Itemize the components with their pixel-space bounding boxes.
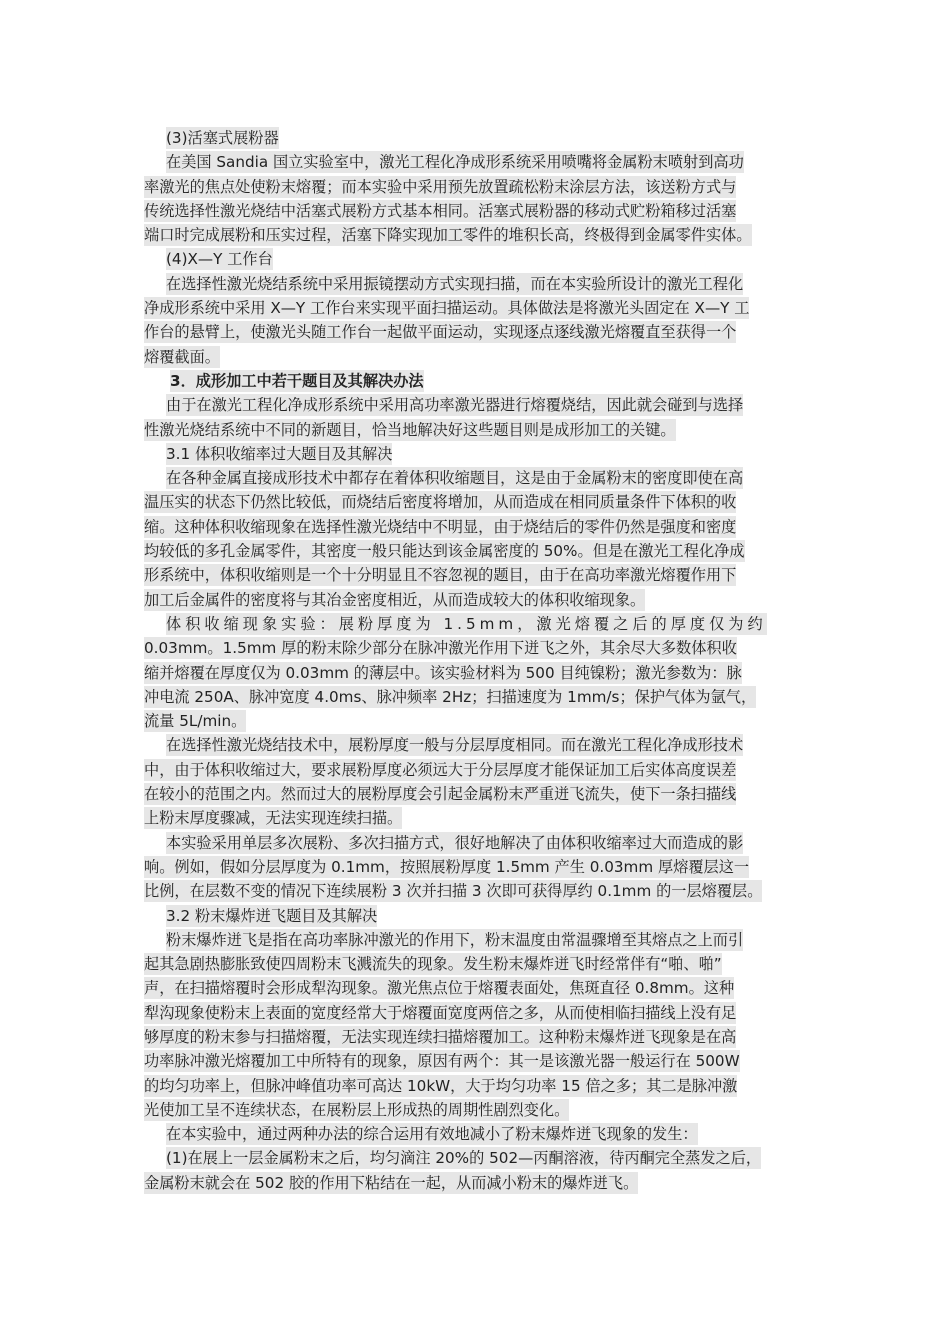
paragraph-line: 净成形系统中采用 X—Y 工作台来实现平面扫描运动。具体做法是将激光头固定在 X—Y 工 xyxy=(144,299,750,318)
subheading-3-1: 3.1 体积收缩率过大题目及其解决 xyxy=(166,444,393,463)
paragraph-line: 在美国 Sandia 国立实验室中，激光工程化净成形系统采用喷嘴将金属粉末喷射到高功 xyxy=(166,153,744,172)
paragraph-line: 熔覆截面。 xyxy=(144,347,220,366)
paragraph-line: 声，在扫描熔覆时会形成犁沟现象。激光焦点位于熔覆表面处，焦斑直径 0.8mm。这种 xyxy=(144,979,735,998)
paragraph-line: 上粉末厚度骤减，无法实现连续扫描。 xyxy=(144,809,403,828)
paragraph-line: 率激光的焦点处使粉末熔覆；而本实验中采用预先放置疏松粉末涂层方法，该送粉方式与 xyxy=(144,177,737,196)
subheading-3-2: 3.2 粉末爆炸迸飞题目及其解决 xyxy=(166,906,378,925)
paragraph-line: 作台的悬臂上，使激光头随工作台一起做平面运动，实现逐点逐线激光熔覆直至获得一个 xyxy=(144,323,737,342)
paragraph-line: 金属粉末就会在 502 胶的作用下粘结在一起，从而减小粉末的爆炸迸飞。 xyxy=(144,1173,639,1192)
document-body xyxy=(144,126,806,1195)
paragraph-line: 形系统中，体积收缩则是一个十分明显且不容忽视的题目，由于在高功率激光熔覆作用下 xyxy=(144,566,737,585)
paragraph-line: 在本实验中，通过两种办法的综合运用有效地减小了粉末爆炸迸飞现象的发生： xyxy=(166,1125,698,1144)
paragraph-line: 响。例如，假如分层厚度为 0.1mm，按照展粉厚度 1.5mm 产生 0.03mm 厚熔覆层这一 xyxy=(144,857,750,876)
paragraph-line: 比例，在层数不变的情况下连续展粉 3 次并扫描 3 次即可获得厚约 0.1mm 的一层熔覆层。 xyxy=(144,882,763,901)
paragraph-line: 端口时完成展粉和压实过程，活塞下降实现加工零件的堆积长高，终极得到金属零件实体。 xyxy=(144,226,752,245)
paragraph-line: 均较低的多孔金属零件，其密度一般只能达到该金属密度的 50%。但是在激光工程化净成 xyxy=(144,542,745,561)
paragraph-line: 流量 5L/min。 xyxy=(144,712,247,731)
paragraph-line: 在各种金属直接成形技术中都存在着体积收缩题目，这是由于金属粉末的密度即使在高 xyxy=(166,469,744,488)
paragraph-line: 缩。这种体积收缩现象在选择性激光烧结中不明显，由于烧结后的零件仍然是强度和密度 xyxy=(144,517,737,536)
paragraph-line: 传统选择性激光烧结中活塞式展粉方式基本相同。活塞式展粉器的移动式贮粉箱移过活塞 xyxy=(144,201,737,220)
paragraph-line: 够厚度的粉末参与扫描熔覆，无法实现连续扫描熔覆加工。这种粉末爆炸迸飞现象是在高 xyxy=(144,1027,737,1046)
paragraph-line: 在较小的范围之内。然而过大的展粉厚度会引起金属粉末严重迸飞流失，使下一条扫描线 xyxy=(144,785,737,804)
paragraph-line: 光使加工呈不连续状态，在展粉层上形成热的周期性剧烈变化。 xyxy=(144,1100,570,1119)
subheading-xy-table: (4)X—Y 工作台 xyxy=(166,250,273,269)
paragraph-line: 犁沟现象使粉末上表面的宽度经常大于熔覆面宽度两倍之多，从而使相临扫描线上没有足 xyxy=(144,1003,737,1022)
paragraph-line: 0.03mm。1.5mm 厚的粉末除少部分在脉冲激光作用下迸飞之外，其余尽大多数体积收 xyxy=(144,639,737,658)
subheading-piston-spreader: (3)活塞式展粉器 xyxy=(166,129,279,147)
paragraph-line: 性激光烧结系统中不同的新题目，恰当地解决好这些题目则是成形加工的关键。 xyxy=(144,420,676,439)
paragraph-line: 粉末爆炸迸飞是指在高功率脉冲激光的作用下，粉末温度由常温骤增至其熔点之上而引 xyxy=(166,930,744,949)
paragraph-line: 中，由于体积收缩过大，要求展粉厚度必须远大于分层厚度才能保证加工后实体高度误差 xyxy=(144,760,737,779)
paragraph-line: 本实验采用单层多次展粉、多次扫描方式，很好地解决了由体积收缩率过大而造成的影 xyxy=(166,833,744,852)
paragraph-line: 温压实的状态下仍然比较低，而烧结后密度将增加，从而造成在相同质量条件下体积的收 xyxy=(144,493,737,512)
paragraph-line: 冲电流 250A、脉冲宽度 4.0ms、脉冲频率 2Hz；扫描速度为 1mm/s；保护气体为氩气， xyxy=(144,687,757,706)
paragraph-line: 缩并熔覆在厚度仅为 0.03mm 的薄层中。该实验材料为 500 目纯镍粉；激光参数为：脉 xyxy=(144,663,742,682)
paragraph-line: 起其急剧热膨胀致使四周粉末飞溅流失的现象。发生粉末爆炸迸飞时经常伴有“啪、啪” xyxy=(144,955,722,974)
paragraph-line: 加工后金属件的密度将与其冶金密度相近，从而造成较大的体积收缩现象。 xyxy=(144,590,646,609)
paragraph-line: (1)在展上一层金属粉末之后，均匀滴注 20%的 502—丙酮溶液，待丙酮完全蒸发之后， xyxy=(166,1149,762,1168)
paragraph-line: 在选择性激光烧结系统中采用振镜摆动方式实现扫描，而在本实验所设计的激光工程化 xyxy=(166,274,744,293)
paragraph-line: 功率脉冲激光熔覆加工中所特有的现象，原因有两个：其一是该激光器一般运行在 500W xyxy=(144,1052,740,1071)
paragraph-line: 在选择性激光烧结技术中，展粉厚度一般与分层厚度相同。而在激光工程化净成形技术 xyxy=(166,736,744,755)
paragraph-line: 由于在激光工程化净成形系统中采用高功率激光器进行熔覆烧结，因此就会碰到与选择 xyxy=(166,396,744,415)
paragraph-line: 体积收缩现象实验：展粉厚度为 1.5mm，激光熔覆之后的厚度仅为约 xyxy=(166,614,767,633)
paragraph-line: 的均匀功率上，但脉冲峰值功率可高达 10kW，大于均匀功率 15 倍之多；其二是脉冲激 xyxy=(144,1076,738,1095)
section-heading-3: 3．成形加工中若干题目及其解决办法 xyxy=(170,371,424,390)
